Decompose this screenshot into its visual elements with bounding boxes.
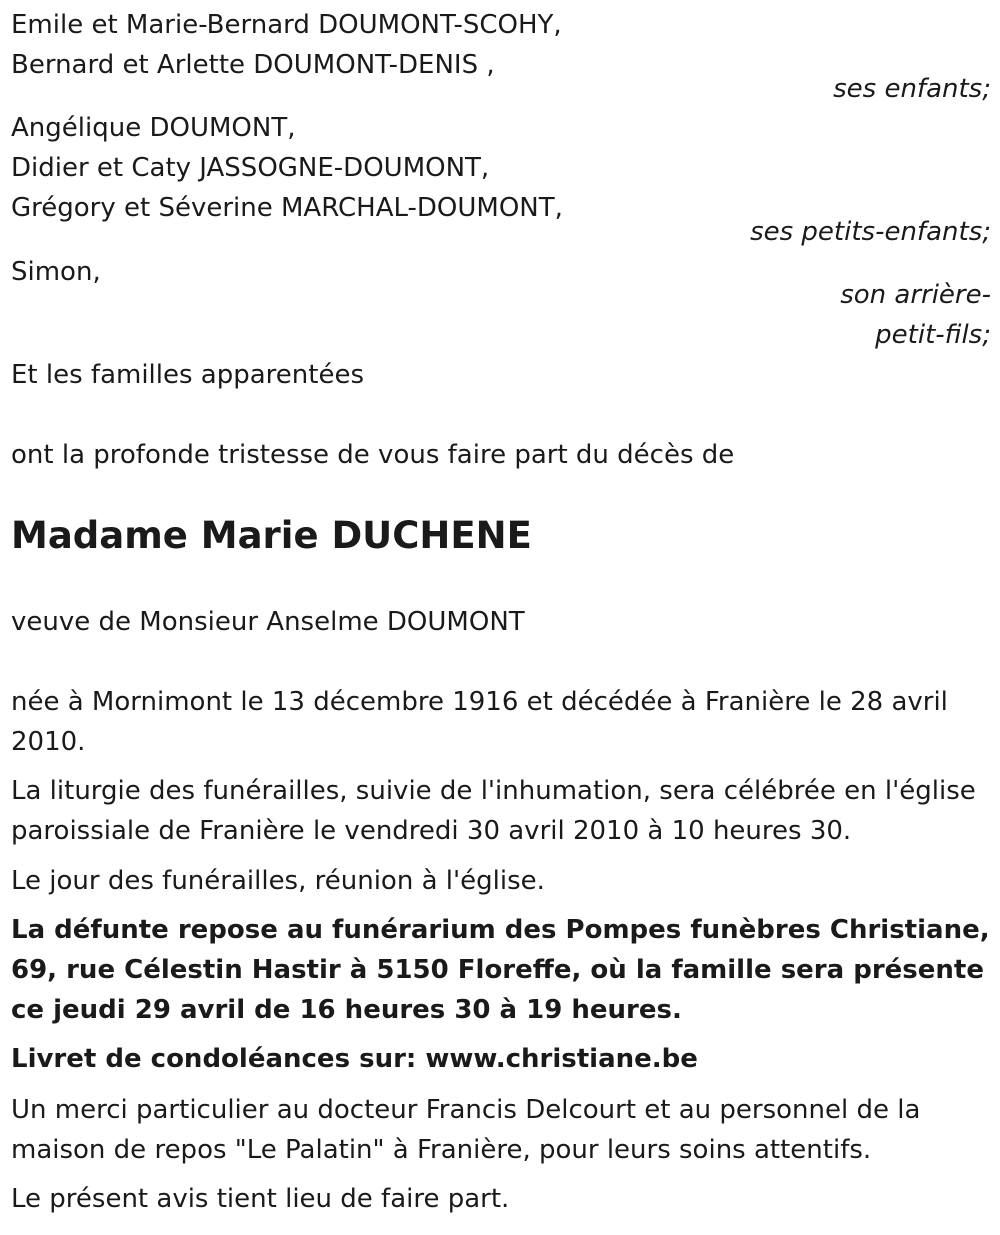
petits-enfants-line-3: Grégory et Séverine MARCHAL-DOUMONT, (11, 193, 563, 223)
widow-of: veuve de Monsieur Anselme DOUMONT (11, 607, 525, 637)
birth-death-dates: née à Mornimont le 13 décembre 1916 et décédée à Franière le 28 avril 2010. (11, 687, 948, 757)
meeting-info: Le jour des funérailles, réunion à l'église. (11, 866, 545, 896)
arriere-petit-fils-role-1: son arrière- (840, 280, 991, 310)
condolences-info: Livret de condoléances sur: www.christiane.be (11, 1044, 698, 1074)
liturgy-info: La liturgie des funérailles, suivie de l'inhumation, sera célébrée en l'église paroissiale de Franière le vendredi 30 avril 2010 à 10 heures 30. (11, 776, 976, 846)
petits-enfants-line-2: Didier et Caty JASSOGNE-DOUMONT, (11, 153, 490, 183)
closing-note: Le présent avis tient lieu de faire part. (11, 1184, 510, 1214)
familles-apparentees: Et les familles apparentées (11, 360, 365, 390)
deceased-name: Madame Marie DUCHENE (11, 514, 532, 557)
petits-enfants-line-1: Angélique DOUMONT, (11, 113, 296, 143)
petits-enfants-role: ses petits-enfants; (750, 217, 991, 247)
announcement-intro: ont la profonde tristesse de vous faire part du décès de (11, 440, 735, 470)
enfants-line-2: Bernard et Arlette DOUMONT-DENIS , (11, 50, 495, 80)
funerarium-info: La défunte repose au funérarium des Pompes funèbres Christiane, 69, rue Célestin Hastir à 5150 Floreffe, où la famille sera présente ce jeudi 29 avril de 16 heures 30 à 19 heures. (11, 915, 990, 1025)
arriere-petit-fils-role-2: petit-fils; (875, 320, 991, 350)
enfants-line-1: Emile et Marie-Bernard DOUMONT-SCOHY, (11, 10, 562, 40)
obituary-notice (11, 0, 991, 1235)
arriere-petit-fils-line: Simon, (11, 257, 101, 287)
thanks-note: Un merci particulier au docteur Francis Delcourt et au personnel de la maison de repos "Le Palatin" à Franière, pour leurs soins attentifs. (11, 1095, 921, 1165)
enfants-role: ses enfants; (833, 74, 991, 104)
